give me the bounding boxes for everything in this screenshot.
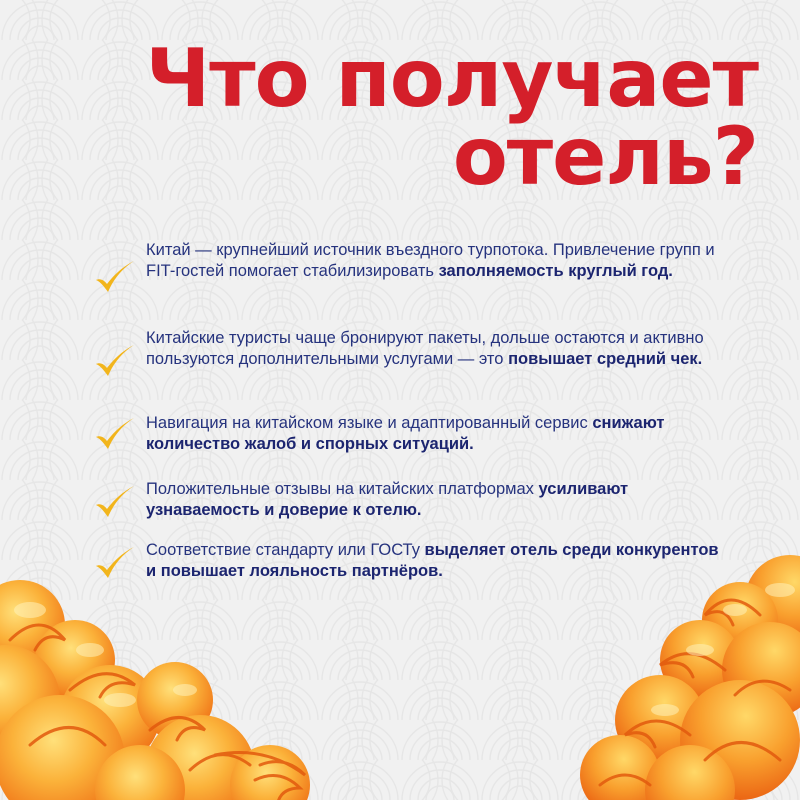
- cloud-icon: [0, 580, 310, 800]
- list-item-text: Соответствие стандарту или ГОСТу выделяет отель среди конкурентов и повышает лояльность партнёров.: [146, 541, 719, 580]
- list-item-text: Навигация на китайском языке и адаптированный сервис снижают количество жалоб и спорных ситуаций.: [146, 414, 665, 453]
- list-item-text: Китайские туристы чаще бронируют пакеты, дольше остаются и активно пользуются дополнительными услугами — это повышает средний чек.: [146, 329, 704, 368]
- list-item-text: Положительные отзывы на китайских платформах усиливают узнаваемость и доверие к отелю.: [146, 480, 629, 519]
- title-line-2: отель?: [452, 110, 758, 203]
- list-item-text: Китай — крупнейший источник въездного турпотока. Привлечение групп и FIT-гостей помогает стабилизировать заполняемость круглый год.: [146, 241, 715, 280]
- checkmark-icon: [92, 258, 136, 298]
- checkmark-icon: [92, 483, 136, 523]
- title-line-1: Что получает: [145, 32, 758, 125]
- checkmark-icon: [92, 415, 136, 455]
- checkmark-icon: [92, 342, 136, 382]
- checkmark-icon: [92, 544, 136, 584]
